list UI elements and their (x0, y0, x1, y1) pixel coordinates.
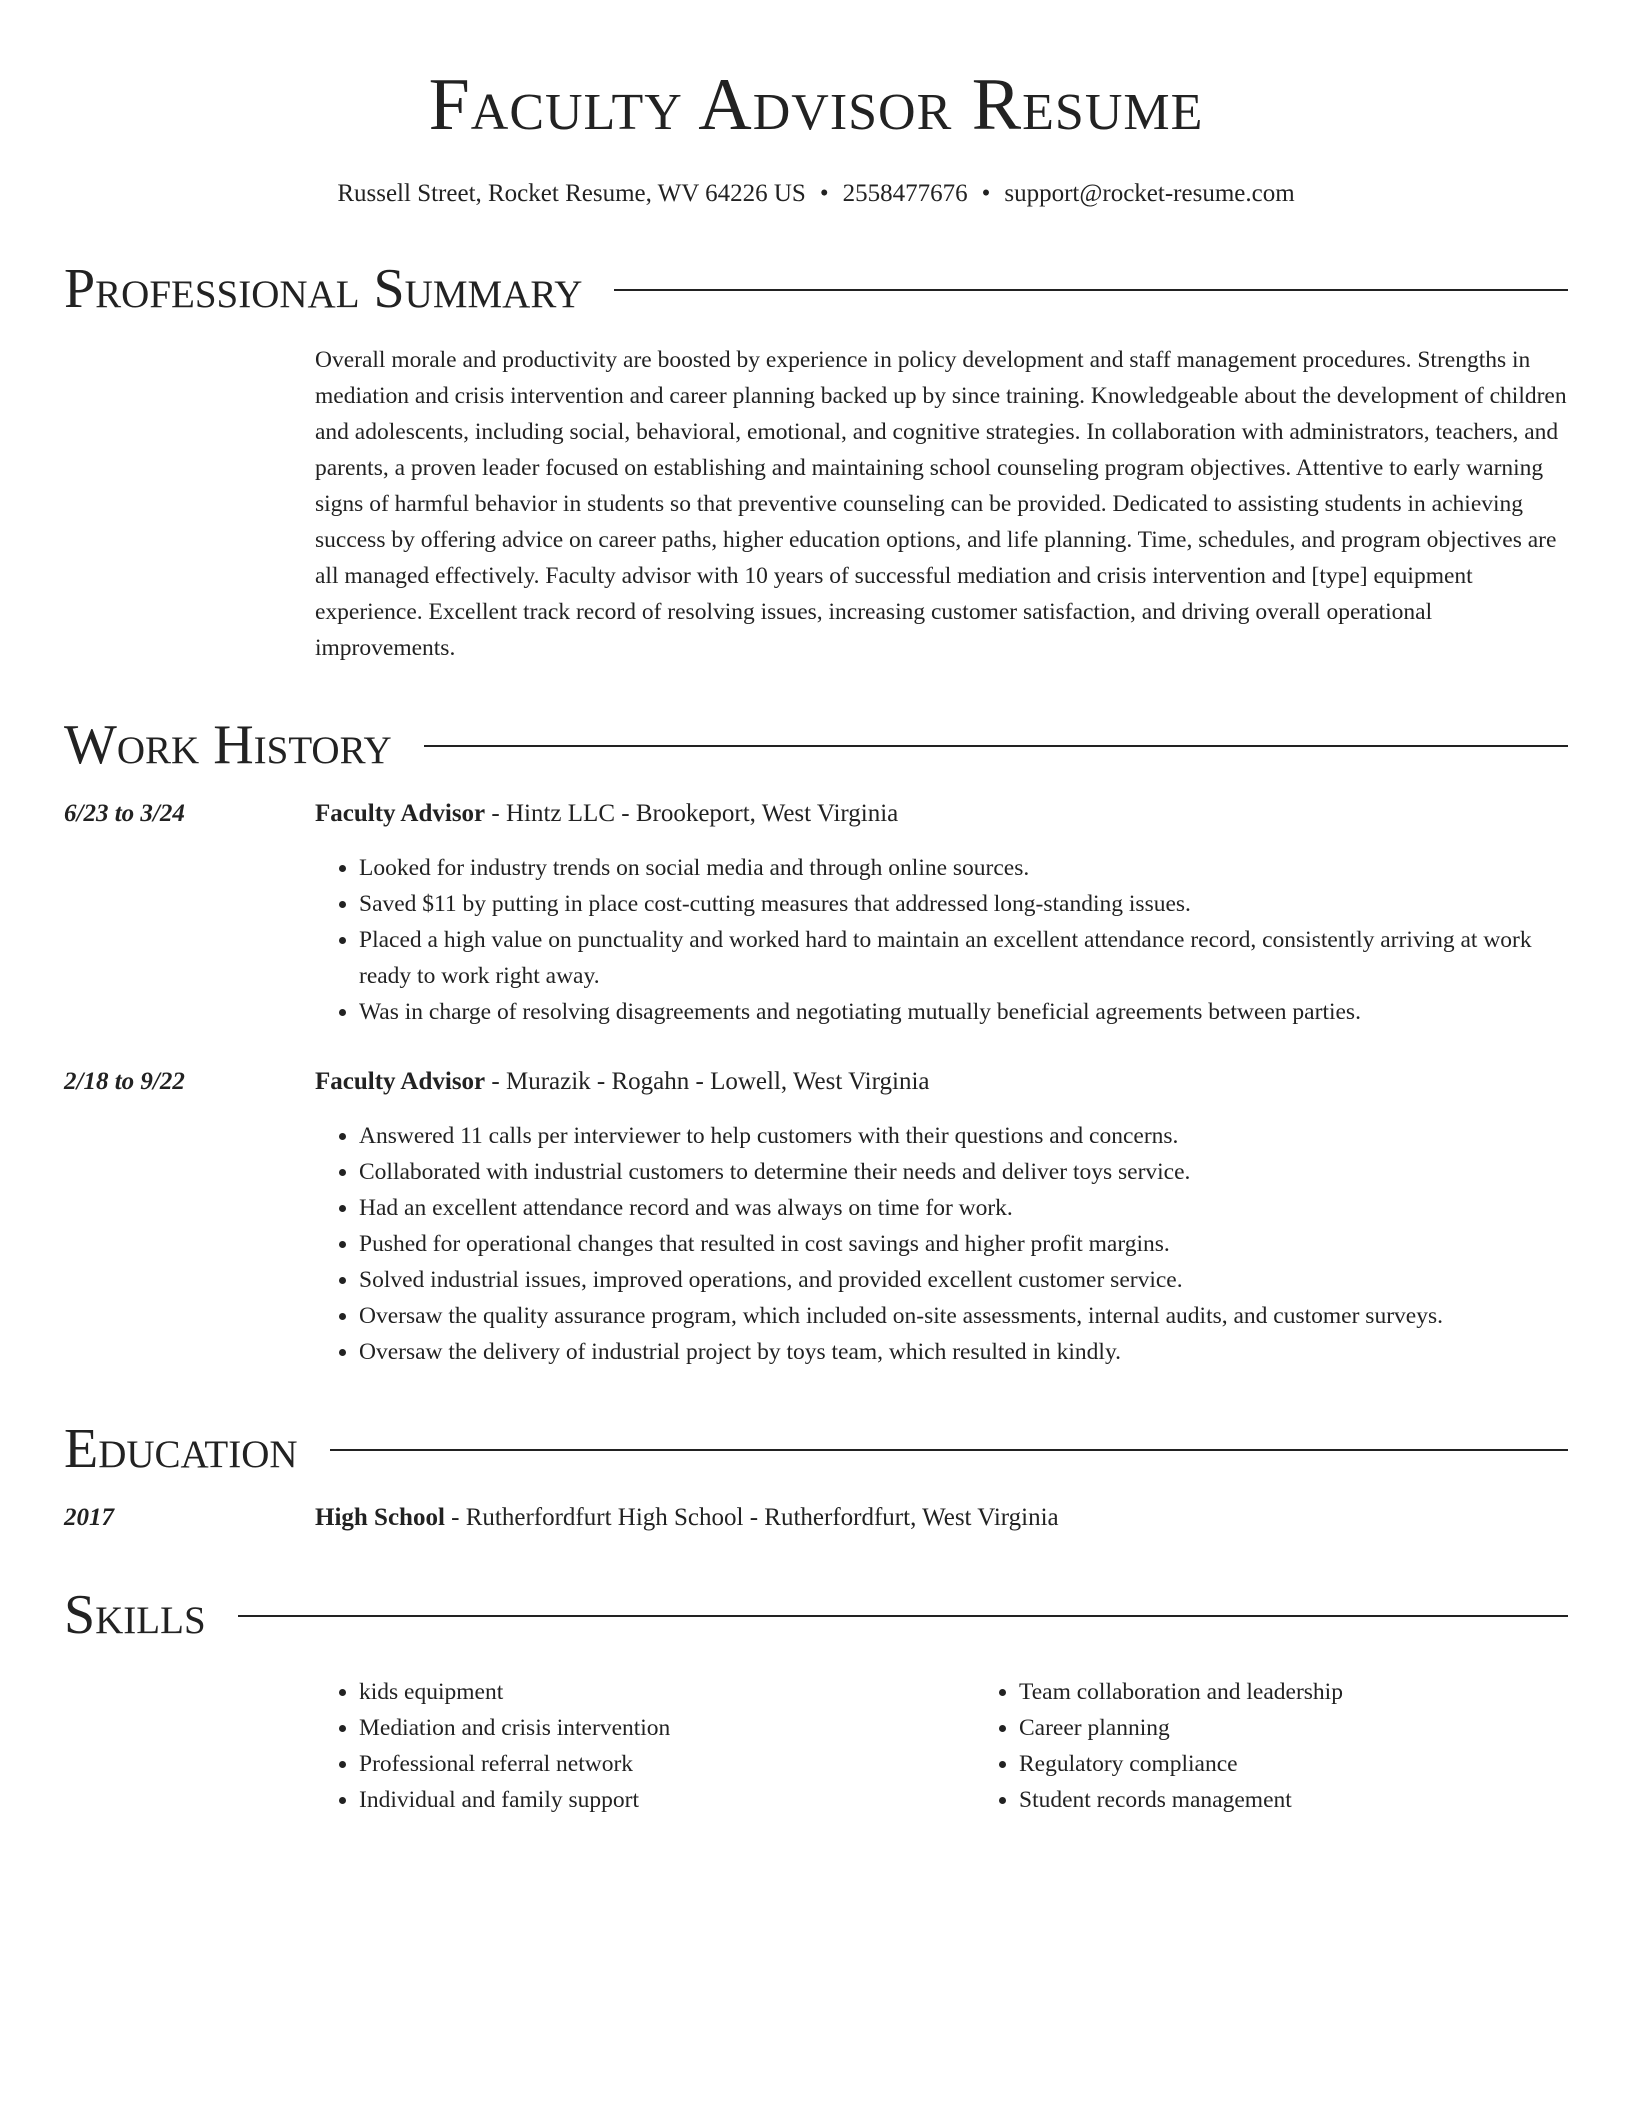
job-bullet: • Oversaw the delivery of industrial project by toys team, which resulted in kindly. (359, 1334, 1568, 1370)
skill-item: • Mediation and crisis intervention (359, 1710, 975, 1746)
contact-phone: 2558477676 (842, 180, 968, 207)
section-title-work: Work History (64, 714, 392, 776)
contact-line (64, 178, 1568, 210)
summary-text: Overall morale and productivity are boosted by experience in policy development and staff management procedures. Strengths in mediation and crisis intervention and career planning backed up by since training. Knowledgeable about the development of children and adolescents, including social, behavioral, emotional, and cognitive strategies. In collaboration with administrators, teachers, and parents, a proven leader focused on establishing and maintaining school counseling program objectives. Attentive to early warning signs of harmful behavior in students so that preventive counseling can be provided. Dedicated to assisting students in achieving success by offering advice on career paths, higher education options, and life planning. Time, schedules, and program objectives are all managed effectively. Faculty advisor with 10 years of successful mediation and crisis intervention and [type] equipment experience. Excellent track record of resolving issues, increasing customer satisfaction, and driving overall operational improvements. (315, 347, 1567, 661)
section-header-summary (64, 258, 1568, 320)
contact-email: support@rocket-resume.com (1004, 180, 1295, 207)
job-bullets (315, 850, 1568, 1030)
education-school: - Rutherfordfurt High School - Rutherfordfurt, West Virginia (444, 1504, 1059, 1531)
job-header (315, 1064, 1568, 1100)
job-entry (64, 796, 1568, 1030)
job-employer: - Hintz LLC - Brookeport, West Virginia (485, 800, 899, 827)
skill-item: • Professional referral network (359, 1746, 975, 1782)
job-bullet: • Looked for industry trends on social media and through online sources. (359, 850, 1568, 886)
education-degree: High School (315, 1504, 445, 1531)
skill-item: • Regulatory compliance (1019, 1746, 1632, 1782)
job-dates: 2/18 to 9/22 (64, 1068, 185, 1095)
section-divider (238, 1615, 1568, 1617)
job-employer: - Murazik - Rogahn - Lowell, West Virginia (485, 1068, 930, 1095)
resume-page (64, 0, 1568, 1818)
resume-title: Faculty Advisor Resume (428, 64, 1204, 146)
section-title-education: Education (64, 1418, 298, 1480)
section-title-skills: Skills (64, 1584, 206, 1646)
skills-left-spacer (64, 1646, 315, 1818)
job-bullets (315, 1118, 1568, 1370)
job-bullet: • Placed a high value on punctuality and worked hard to maintain an excellent attendance record, consistently arriving at work ready to work right away. (359, 922, 1568, 994)
job-header (315, 796, 1568, 832)
contact-separator: • (819, 180, 829, 207)
section-header-work (64, 714, 1568, 776)
job-title: Faculty Advisor (315, 1068, 486, 1095)
skill-item: • kids equipment (359, 1674, 975, 1710)
skills-list-left (315, 1674, 975, 1818)
skill-item: • Student records management (1019, 1782, 1632, 1818)
section-header-education (64, 1418, 1568, 1480)
skills-list-right (975, 1674, 1632, 1818)
job-bullet: • Solved industrial issues, improved operations, and provided excellent customer service. (359, 1262, 1568, 1298)
education-entry (64, 1500, 1568, 1536)
contact-address: Russell Street, Rocket Resume, WV 64226 US (337, 180, 806, 207)
job-bullet: • Oversaw the quality assurance program, which included on-site assessments, internal audits, and customer surveys. (359, 1298, 1568, 1334)
section-divider (614, 289, 1568, 291)
section-divider (424, 745, 1568, 747)
education-year: 2017 (64, 1504, 114, 1531)
summary-left-spacer (64, 342, 315, 666)
section-divider (330, 1449, 1568, 1451)
job-entry (64, 1064, 1568, 1370)
skills-columns (315, 1674, 1632, 1818)
education-line (315, 1500, 1568, 1536)
job-bullet: • Pushed for operational changes that resulted in cost savings and higher profit margins. (359, 1226, 1568, 1262)
summary-row (64, 342, 1568, 666)
job-bullet: • Saved $11 by putting in place cost-cutting measures that addressed long-standing issues. (359, 886, 1568, 922)
section-title-summary: Professional Summary (64, 258, 583, 320)
job-title: Faculty Advisor (315, 800, 486, 827)
skill-item: • Career planning (1019, 1710, 1632, 1746)
job-bullet: • Was in charge of resolving disagreements and negotiating mutually beneficial agreements between parties. (359, 994, 1568, 1030)
job-bullet: • Answered 11 calls per interviewer to help customers with their questions and concerns. (359, 1118, 1568, 1154)
skill-item: • Team collaboration and leadership (1019, 1674, 1632, 1710)
section-header-skills (64, 1584, 1568, 1646)
job-bullet: • Collaborated with industrial customers to determine their needs and deliver toys service. (359, 1154, 1568, 1190)
contact-separator: • (981, 180, 991, 207)
skill-item: • Individual and family support (359, 1782, 975, 1818)
job-dates: 6/23 to 3/24 (64, 800, 185, 827)
job-bullet: • Had an excellent attendance record and was always on time for work. (359, 1190, 1568, 1226)
skills-row (64, 1646, 1568, 1818)
